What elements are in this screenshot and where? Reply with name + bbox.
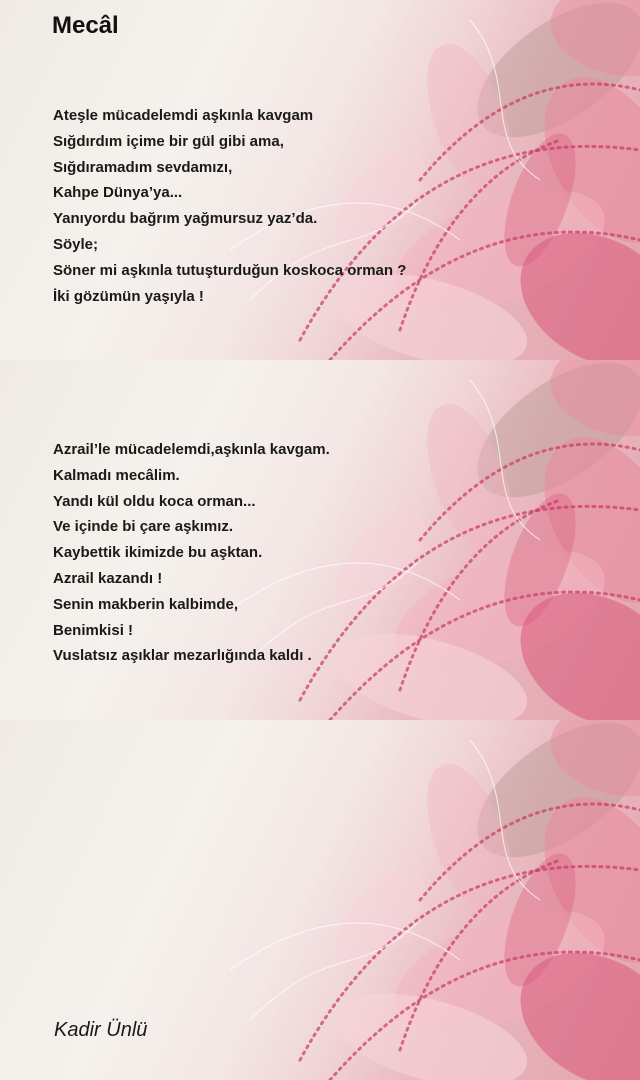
poem-line: Azrail kazandı !	[53, 569, 163, 587]
poem-line: Kalmadı mecâlim.	[53, 466, 180, 484]
poem-line: Sığdırdım içime bir gül gibi ama,	[53, 132, 284, 150]
poem-line: Kahpe Dünya’ya...	[53, 184, 183, 202]
poem-line: Vuslatsız aşıklar mezarlığında kaldı .	[53, 647, 312, 665]
poem-line: Ateşle mücadelemdi aşkınla kavgam	[53, 107, 314, 124]
poem-line: Söner mi aşkınla tutuşturduğun koskoca orman ?	[53, 261, 407, 279]
poem-stanza-2	[53, 437, 330, 669]
poem-line: Senin makberin kalbimde,	[53, 595, 239, 613]
poem-stanza-1	[53, 103, 406, 309]
poem-line: Benimkisi !	[53, 621, 134, 639]
poem-line: Sığdıramadım sevdamızı,	[53, 158, 233, 176]
poem-line: Yanıyordu bağrım yağmursuz yaz’da.	[53, 210, 318, 228]
poem-line: İki gözümün yaşıyla !	[53, 287, 204, 305]
poem-author: Kadir Ünlü	[54, 1019, 148, 1041]
poem-line: Ve içinde bi çare aşkımız.	[53, 518, 234, 536]
poem-title: Mecâl	[52, 12, 119, 39]
poem-line: Kaybettik ikimizde bu aşktan.	[53, 544, 263, 562]
poem-line: Azrail’le mücadelemdi,aşkınla kavgam.	[53, 441, 330, 458]
poem-line: Söyle;	[53, 235, 99, 253]
poem-line: Yandı kül oldu koca orman...	[53, 492, 256, 510]
